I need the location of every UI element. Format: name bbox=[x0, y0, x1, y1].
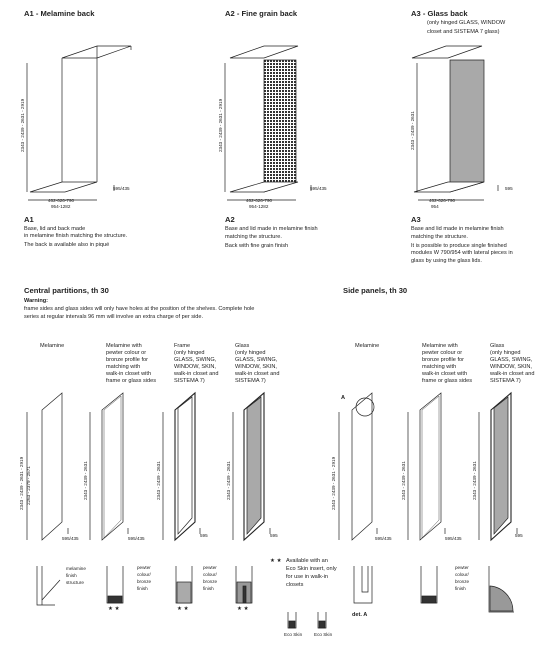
detail3-line4: finish bbox=[203, 586, 214, 591]
side-title: Side panels, th 30 bbox=[343, 286, 408, 295]
central-panel-frame bbox=[163, 393, 200, 540]
side-col1-label: Melamine bbox=[355, 343, 380, 349]
detail2-line4: finish bbox=[137, 586, 148, 591]
a3-desc-3: It is possible to produce single finished bbox=[411, 243, 507, 249]
detail-pewter-1 bbox=[107, 566, 123, 603]
side-col2-label-4: matching with bbox=[422, 364, 457, 370]
eco-skin-2: Eco Skin bbox=[314, 632, 333, 637]
stars-col4: ★ ★ bbox=[237, 606, 249, 612]
note-line2: Eco Skin insert, only bbox=[286, 566, 337, 572]
a1-desc-1: Base, lid and back made bbox=[24, 226, 86, 232]
central-col3-label-2: (only hinged bbox=[174, 350, 205, 356]
detail-side-glass bbox=[489, 566, 514, 612]
central-col3-label-5: walk-in closet and bbox=[174, 371, 219, 377]
central-col4-height: 2343 - 2439 - 2631 bbox=[226, 461, 231, 500]
a3-subtitle-1: (only hinged GLASS, WINDOW bbox=[427, 20, 506, 26]
detail1-line2: finish bbox=[66, 573, 77, 578]
a2-code: A2 bbox=[225, 215, 235, 224]
central-col1-height-sub: 2263 - 2379 - 2571 bbox=[26, 466, 31, 505]
central-col4-label-1: Glass bbox=[235, 343, 250, 349]
det-a-label: det. A bbox=[352, 612, 368, 618]
a2-cabinet-drawing bbox=[225, 46, 311, 200]
a3-title: A3 - Glass back bbox=[411, 9, 468, 18]
a3-width-dims2: 954 bbox=[431, 204, 439, 209]
detail1-line3: structure bbox=[66, 580, 84, 585]
central-col2-label-6: frame or glass sides bbox=[106, 378, 157, 384]
central-panel-profile bbox=[90, 393, 128, 540]
central-col3-height: 2343 - 2439 - 2631 bbox=[156, 461, 161, 500]
central-col2-label-2: pewter colour or bbox=[106, 350, 147, 356]
central-col2-label-1: Melamine with bbox=[106, 343, 142, 349]
a3-height-dims: 2343 - 2439 - 2631 bbox=[410, 111, 415, 150]
side-col3-label-3: GLASS, SWING, bbox=[490, 357, 533, 363]
warning-label: Warning: bbox=[24, 298, 49, 304]
side-col3-label-1: Glass bbox=[490, 343, 505, 349]
note-line4: closets bbox=[286, 582, 304, 588]
side-col3-height: 2343 - 2439 - 2631 bbox=[472, 461, 477, 500]
a3-desc-2: matching the structure. bbox=[411, 234, 468, 240]
detail-melamine bbox=[37, 566, 60, 605]
a1-code: A1 bbox=[24, 215, 34, 224]
a2-width-dims2: 954-1282 bbox=[249, 204, 269, 209]
side-col3-depth: 595 bbox=[515, 533, 523, 538]
a3-depth: 595 bbox=[505, 186, 513, 191]
a2-desc-1: Base and lid made in melamine finish bbox=[225, 226, 318, 232]
a1-width-dims2: 954-1282 bbox=[51, 204, 71, 209]
a1-desc-3: The back is available also in piqué bbox=[24, 242, 110, 248]
central-col4-label-3: GLASS, SWING, bbox=[235, 357, 278, 363]
detail-side-pewter bbox=[421, 566, 437, 603]
a3-desc-1: Base and lid made in melamine finish bbox=[411, 226, 504, 232]
central-col3-label-3: GLASS, SWING, bbox=[174, 357, 217, 363]
side-col3-label-6: SISTEMA 7) bbox=[490, 378, 521, 384]
a2-height-dims: 2343 - 2439 - 2631 - 2919 bbox=[218, 98, 223, 152]
central-col1-depth: 595/435 bbox=[62, 536, 79, 541]
a1-width-dims: 462-626-790 bbox=[48, 198, 75, 203]
central-col2-label-5: walk-in closet with bbox=[106, 371, 152, 377]
a2-desc-3: Back with fine grain finish bbox=[225, 243, 289, 249]
warning-text-2: series at regular intervals 96 mm will involve an extra charge of per side. bbox=[24, 314, 204, 320]
central-col4-depth: 595 bbox=[270, 533, 278, 538]
a1-depth: 595/435 bbox=[113, 186, 130, 191]
central-col4-label-5: walk-in closet and bbox=[235, 371, 280, 377]
central-col4-label-4: WINDOW, SKIN, bbox=[235, 364, 277, 370]
a2-desc-2: matching the structure. bbox=[225, 234, 282, 240]
side-col1-depth: 595/435 bbox=[375, 536, 392, 541]
side-col2-label-5: walk-in closet with bbox=[422, 371, 468, 377]
side-col3-label-5: walk-in closet and bbox=[490, 371, 535, 377]
detail3-line2: colour/ bbox=[203, 572, 217, 577]
warning-text-1: frame sides and glass sides will only have holes at the position of the shelves. Complete hole bbox=[24, 306, 255, 312]
side-col3-label-2: (only hinged bbox=[490, 350, 521, 356]
side-detail-line3: bronze bbox=[455, 579, 470, 584]
central-col1-height: 2343 - 2439 - 2631 - 2919 bbox=[19, 456, 24, 510]
side-detail-line4: finish bbox=[455, 586, 466, 591]
central-panel-melamine bbox=[27, 393, 68, 540]
central-title: Central partitions, th 30 bbox=[24, 286, 109, 295]
central-panel-glass bbox=[233, 393, 270, 540]
a2-title: A2 - Fine grain back bbox=[225, 9, 298, 18]
side-detail-line2: colour/ bbox=[455, 572, 469, 577]
side-panel-melamine bbox=[339, 393, 377, 540]
note-line1: Available with an bbox=[286, 558, 328, 564]
detail3-line3: bronze bbox=[203, 579, 218, 584]
side-panel-glass bbox=[479, 393, 517, 540]
side-panel-profile bbox=[408, 393, 445, 540]
detail3-line1: pewter bbox=[203, 565, 217, 570]
central-col2-depth: 595/435 bbox=[128, 536, 145, 541]
side-col2-label-6: frame or glass sides bbox=[422, 378, 473, 384]
side-col2-label-3: bronze profile for bbox=[422, 357, 464, 363]
central-col3-label-1: Frame bbox=[174, 343, 191, 349]
detail-side-a bbox=[354, 566, 372, 603]
detail-eco bbox=[288, 612, 326, 628]
eco-skin-1: Eco Skin bbox=[284, 632, 303, 637]
detail2-line3: bronze bbox=[137, 579, 152, 584]
note-line3: for use in walk-in bbox=[286, 574, 328, 580]
stars-col3: ★ ★ bbox=[177, 606, 189, 612]
note-stars: ★ ★ bbox=[270, 558, 282, 564]
detail2-line1: pewter bbox=[137, 565, 151, 570]
a3-width-dims: 462-626-790 bbox=[429, 198, 456, 203]
side-col2-label-1: Melamine with bbox=[422, 343, 458, 349]
side-col2-depth: 595/435 bbox=[445, 536, 462, 541]
a1-title: A1 - Melamine back bbox=[24, 9, 95, 18]
detail-frame bbox=[176, 566, 192, 603]
a3-code: A3 bbox=[411, 215, 421, 224]
detail-glass bbox=[236, 566, 252, 603]
detail2-line2: colour/ bbox=[137, 572, 151, 577]
a3-cabinet-drawing bbox=[412, 46, 498, 200]
marker-a: A bbox=[341, 395, 346, 401]
side-col1-height: 2343 - 2439 - 2631 - 2919 bbox=[331, 456, 336, 510]
stars-col2: ★ ★ bbox=[108, 606, 120, 612]
central-col3-depth: 595 bbox=[200, 533, 208, 538]
a2-depth: 595/435 bbox=[310, 186, 327, 191]
central-col4-label-6: SISTEMA 7) bbox=[235, 378, 266, 384]
a2-width-dims: 462-626-790 bbox=[246, 198, 273, 203]
a3-desc-4: modules W 790/954 with lateral pieces in bbox=[411, 250, 513, 256]
central-col3-label-4: WINDOW, SKIN, bbox=[174, 364, 216, 370]
central-col2-label-3: bronze profile for bbox=[106, 357, 148, 363]
a1-cabinet-drawing bbox=[27, 46, 131, 200]
central-col2-label-4: matching with bbox=[106, 364, 141, 370]
side-detail-line1: pewter bbox=[455, 565, 469, 570]
central-col4-label-2: (only hinged bbox=[235, 350, 266, 356]
a1-height-dims: 2343 - 2439 - 2631 - 2919 bbox=[20, 98, 25, 152]
a3-desc-5: glass by using the glass lids. bbox=[411, 258, 482, 264]
a1-desc-2: in melamine finish matching the structure. bbox=[24, 233, 128, 239]
side-col3-label-4: WINDOW, SKIN, bbox=[490, 364, 532, 370]
central-col2-height: 2343 - 2439 - 2631 bbox=[83, 461, 88, 500]
central-col3-label-6: SISTEMA 7) bbox=[174, 378, 205, 384]
central-col1-label: Melamine bbox=[40, 343, 65, 349]
detail1-line1: melamine bbox=[66, 566, 86, 571]
side-col2-height: 2343 - 2439 - 2631 bbox=[401, 461, 406, 500]
side-col2-label-2: pewter colour or bbox=[422, 350, 463, 356]
a3-subtitle-2: closet and SISTEMA 7 glass) bbox=[427, 29, 500, 35]
